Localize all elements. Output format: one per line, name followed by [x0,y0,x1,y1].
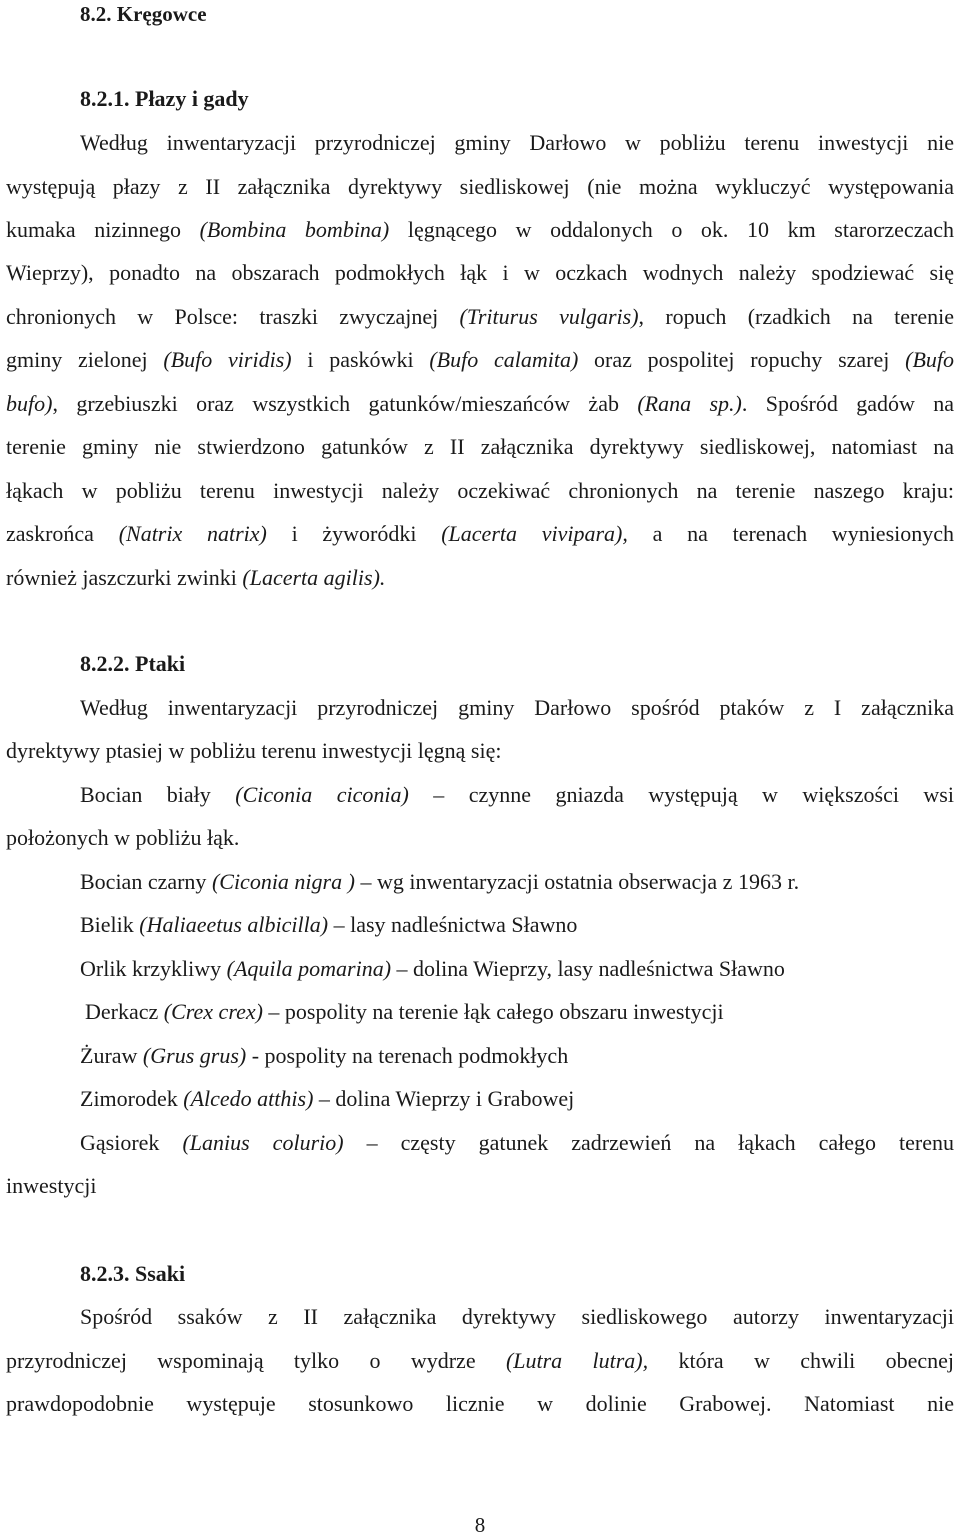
amphibians-line [6,173,954,201]
text-run: prawdopodobnie występuje stosunkowo licznie w dolinie Grabowej. Natomiast nie [6,1391,954,1416]
text-run: – pospolity na terenie łąk całego obszaru inwestycji [262,999,724,1024]
text-run: – wg inwentaryzacji ostatnia obserwacja z 1963 r. [354,869,800,894]
text-run: gminy zielonej [6,347,164,372]
birds-line [80,911,954,939]
amphibians-line [6,216,954,244]
amphibians-line [6,303,954,331]
birds-line [85,998,959,1026]
text-run: terenie gminy nie stwierdzono gatunków z II załącznika dyrektywy siedliskowej, natomiast na [6,434,954,459]
latin-species-name: (Lacerta agilis). [242,565,386,590]
latin-species-name: (Bufo viridis) [163,347,292,372]
latin-species-name: (Bufo calamita) [429,347,579,372]
latin-species-name: (Rana sp.) [637,391,742,416]
text-run: Według inwentaryzacji przyrodniczej gminy Darłowo spośród ptaków z I załącznika [80,695,954,720]
text-run: Wieprzy), ponadto na obszarach podmokłych łąk i w oczkach wodnych należy spodziewać się [6,260,954,285]
text-run: – dolina Wieprzy, lasy nadleśnictwa Sławno [391,956,785,981]
latin-species-name: (Bufo [905,347,955,372]
mammals-line [6,1390,954,1418]
section-heading: 8.2. Kręgowce [80,2,207,26]
text-run: Bielik [80,912,140,937]
text-run: i paskówki [291,347,430,372]
text-run: która w chwili obecnej [648,1348,954,1373]
text-run: Według inwentaryzacji przyrodniczej gminy Darłowo w pobliżu terenu inwestycji nie [80,130,954,155]
text-run: oraz pospolitej ropuchy szarej [578,347,906,372]
text-run: – częsty gatunek zadrzewień na łąkach całego terenu [343,1130,954,1155]
birds-line [80,1129,954,1157]
amphibians-line [80,129,954,157]
text-run: Gąsiorek [80,1130,183,1155]
birds-line [80,955,954,983]
mammals-line [80,1303,954,1331]
text-run: przyrodniczej wspominają tylko o wydrze [6,1348,506,1373]
amphibians-line [6,433,954,461]
text-run: i żyworódki [266,521,442,546]
text-run: , ropuch (rzadkich na terenie [638,304,954,329]
latin-species-name: (Alcedo atthis) [183,1086,314,1111]
text-run: Żuraw [80,1043,143,1068]
text-run: również jaszczurki zwinki [6,565,243,590]
text-run: – dolina Wieprzy i Grabowej [313,1086,575,1111]
text-run: chronionych w Polsce: traszki zwyczajnej [6,304,460,329]
latin-species-name: (Haliaeetus albicilla) [139,912,329,937]
text-run: zaskrońca [6,521,119,546]
latin-species-name: (Bombina bombina) [199,217,390,242]
text-run: , grzebiuszki oraz wszystkich gatunków/mieszańców żab [52,391,638,416]
text-run: położonych w pobliżu łąk. [6,825,240,850]
text-run: Spośród ssaków z II załącznika dyrektywy siedliskowego autorzy inwentaryzacji [80,1304,954,1329]
text-run: a na terenach wyniesionych [627,521,955,546]
mammals-heading: 8.2.3. Ssaki [80,1261,186,1286]
amphibians-line [6,259,954,287]
text-run: występują płazy z II załącznika dyrektywy siedliskowej (nie można wykluczyć występowania [6,174,954,199]
text-run: – lasy nadleśnictwa Sławno [328,912,578,937]
text-run: Zimorodek [80,1086,184,1111]
text-run: - pospolity na terenach podmokłych [246,1043,569,1068]
text-run: lęgnącego w oddalonych o ok. 10 km starorzeczach [389,217,954,242]
amphibians-line [6,390,954,418]
text-run: Bocian czarny [80,869,212,894]
amphibians-heading: 8.2.1. Płazy i gady [80,86,249,111]
birds-line [6,1172,954,1200]
latin-species-name: bufo) [6,391,53,416]
latin-species-name: (Aquila pomarina) [226,956,392,981]
birds-line [6,737,954,765]
text-run: Derkacz [85,999,164,1024]
latin-species-name: (Grus grus) [142,1043,247,1068]
birds-line [80,1085,954,1113]
latin-species-name: (Ciconia ciconia) [235,782,409,807]
text-run: inwestycji [6,1173,97,1198]
latin-species-name: (Crex crex) [163,999,263,1024]
latin-species-name: (Ciconia nigra ) [211,869,355,894]
text-run: Bocian biały [80,782,236,807]
amphibians-line [6,346,954,374]
birds-line [80,868,954,896]
amphibians-line [6,564,954,592]
text-run: łąkach w pobliżu terenu inwestycji należy oczekiwać chronionych na terenie naszego kraju: [6,478,954,503]
birds-line [80,1042,954,1070]
text-run: Orlik krzykliwy [80,956,227,981]
text-run: dyrektywy ptasiej w pobliżu terenu inwestycji lęgną się: [6,738,502,763]
latin-species-name: (Natrix natrix) [118,521,267,546]
text-run: – czynne gniazda występują w większości wsi [408,782,954,807]
mammals-line [6,1347,954,1375]
latin-species-name: (Lutra lutra), [505,1348,649,1373]
amphibians-line [6,477,954,505]
birds-line [6,824,954,852]
latin-species-name: (Lacerta vivipara), [441,521,628,546]
amphibians-line [6,520,954,548]
birds-heading: 8.2.2. Ptaki [80,651,186,676]
latin-species-name: (Lanius colurio) [182,1130,344,1155]
page-number: 8 [474,1513,486,1537]
birds-line [80,694,954,722]
latin-species-name: (Triturus vulgaris) [459,304,639,329]
text-run: kumaka nizinnego [6,217,200,242]
text-run: . Spośród gadów na [741,391,955,416]
birds-line [80,781,954,809]
